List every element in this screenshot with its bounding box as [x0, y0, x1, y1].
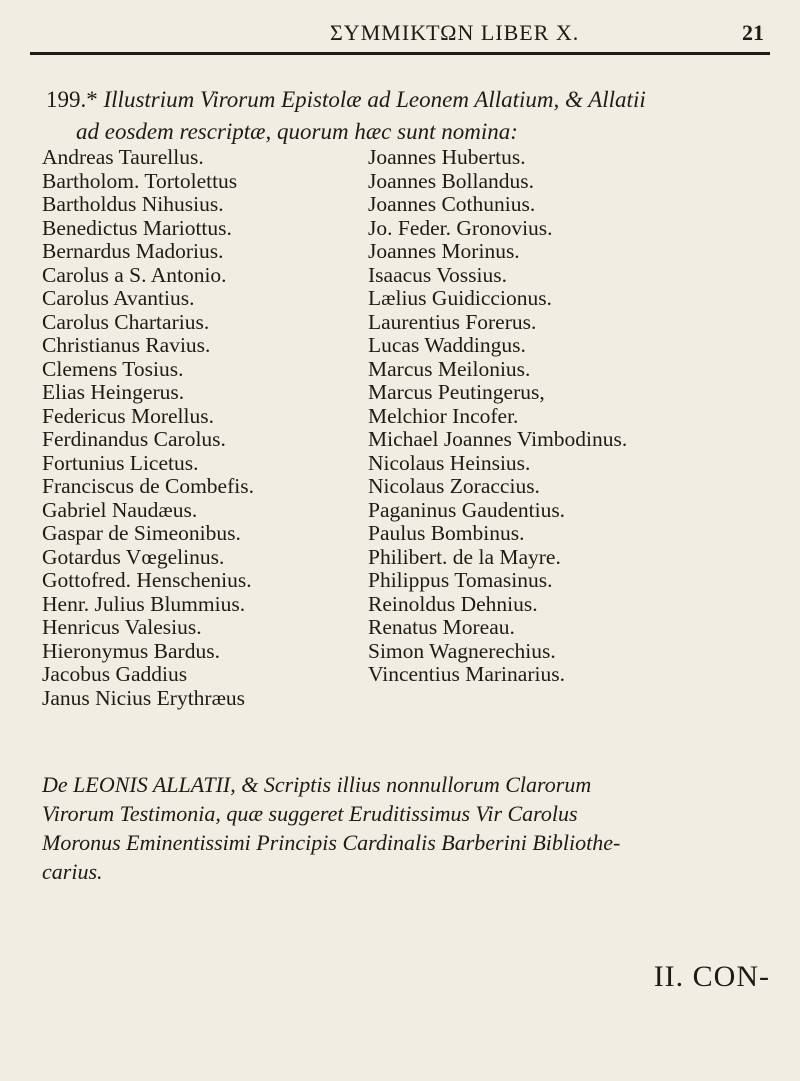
name-entry: Melchior Incofer. [368, 403, 519, 428]
name-entry: Fortunius Licetus. [42, 450, 199, 475]
name-entry: Vincentius Marinarius. [368, 662, 565, 686]
catchword: II. CON- [653, 960, 770, 993]
name-entry: Gaspar de Simeonibus. [42, 521, 241, 545]
name-entry: Bartholom. Tortolettus [42, 168, 238, 193]
name-entry: Marcus Peutingerus, [368, 380, 545, 404]
name-entry: Philibert. de la Mayre. [368, 544, 561, 569]
name-entry: Reinoldus Dehnius. [368, 591, 538, 616]
name-entry: Clemens Tosius. [42, 356, 184, 381]
name-entry: Joannes Cothunius. [368, 192, 536, 216]
entry-title-line-2: ad eosdem rescriptæ, quorum hæc sunt nomina: [76, 119, 518, 144]
name-entry: Philippus Tomasinus. [368, 568, 553, 592]
name-entry: Gottofred. Henschenius. [42, 568, 252, 592]
name-entry: Joannes Bollandus. [368, 168, 535, 193]
name-entry: Simon Wagnerechius. [368, 638, 556, 663]
name-entry: Andreas Taurellus. [42, 145, 204, 169]
name-entry: Lælius Guidiccionus. [368, 286, 552, 310]
name-entry: Benedictus Mariottus. [42, 215, 232, 240]
name-entry: Paulus Bombinus. [368, 521, 525, 545]
entry-number: 199.* [46, 87, 98, 112]
running-head [0, 20, 800, 52]
name-entry: Lucas Waddingus. [368, 333, 526, 357]
name-entry: Christianus Ravius. [42, 333, 211, 357]
name-entry: Bartholdus Nihusius. [42, 192, 224, 216]
name-entry: Gotardus Vœgelinus. [42, 544, 225, 569]
name-entry: Paganinus Gaudentius. [368, 497, 566, 522]
name-entry: Marcus Meilonius. [368, 356, 531, 381]
name-entry: Renatus Moreau. [368, 615, 515, 639]
name-entry: Nicolaus Zoraccius. [368, 474, 540, 498]
name-entry: Laurentius Forerus. [368, 309, 537, 334]
name-entry: Federicus Morellus. [42, 403, 214, 428]
name-entry: Jo. Feder. Gronovius. [368, 215, 553, 240]
header-rule [30, 52, 770, 55]
name-entry: Carolus a S. Antonio. [42, 262, 227, 287]
names-column-left [42, 146, 254, 710]
closing-line-4: carius. [42, 859, 103, 884]
name-entry: Franciscus de Combefis. [42, 474, 254, 498]
name-entry: Bernardus Madorius. [42, 239, 224, 263]
name-entry: Hieronymus Bardus. [42, 638, 220, 663]
closing-paragraph [42, 770, 772, 886]
name-entry: Joannes Hubertus. [368, 145, 526, 169]
names-column-right [368, 146, 627, 687]
name-entry: Henr. Julius Blummius. [42, 591, 246, 616]
name-entry: Nicolaus Heinsius. [368, 450, 531, 475]
entry-heading [46, 84, 766, 148]
name-entry: Ferdinandus Carolus. [42, 427, 226, 451]
closing-line-2: Virorum Testimonia, quæ suggeret Eruditissimus Vir Carolus [42, 801, 578, 826]
name-entry: Joannes Morinus. [368, 239, 520, 263]
name-entry: Janus Nicius Erythræus [42, 685, 246, 710]
page-number: 21 [742, 20, 764, 45]
name-entry: Carolus Chartarius. [42, 309, 210, 334]
name-entry: Michael Joannes Vimbodinus. [368, 427, 628, 451]
closing-line-1: De LEONIS ALLATII, & Scriptis illius nonnullorum Clarorum [42, 772, 592, 797]
closing-line-3: Moronus Eminentissimi Principis Cardinalis Barberini Bibliothe- [42, 830, 621, 855]
name-entry: Jacobus Gaddius [42, 662, 188, 686]
name-entry: Isaacus Vossius. [368, 262, 507, 287]
name-entry: Henricus Valesius. [42, 615, 202, 639]
entry-title-line-1: Illustrium Virorum Epistolæ ad Leonem Allatium, & Allatii [103, 87, 646, 112]
name-entry: Carolus Avantius. [42, 286, 195, 310]
name-entry: Gabriel Naudæus. [42, 497, 198, 522]
running-title: ΣΥΜΜΙΚΤΩΝ LIBER X. [330, 20, 580, 45]
name-entry: Elias Heingerus. [42, 380, 185, 404]
